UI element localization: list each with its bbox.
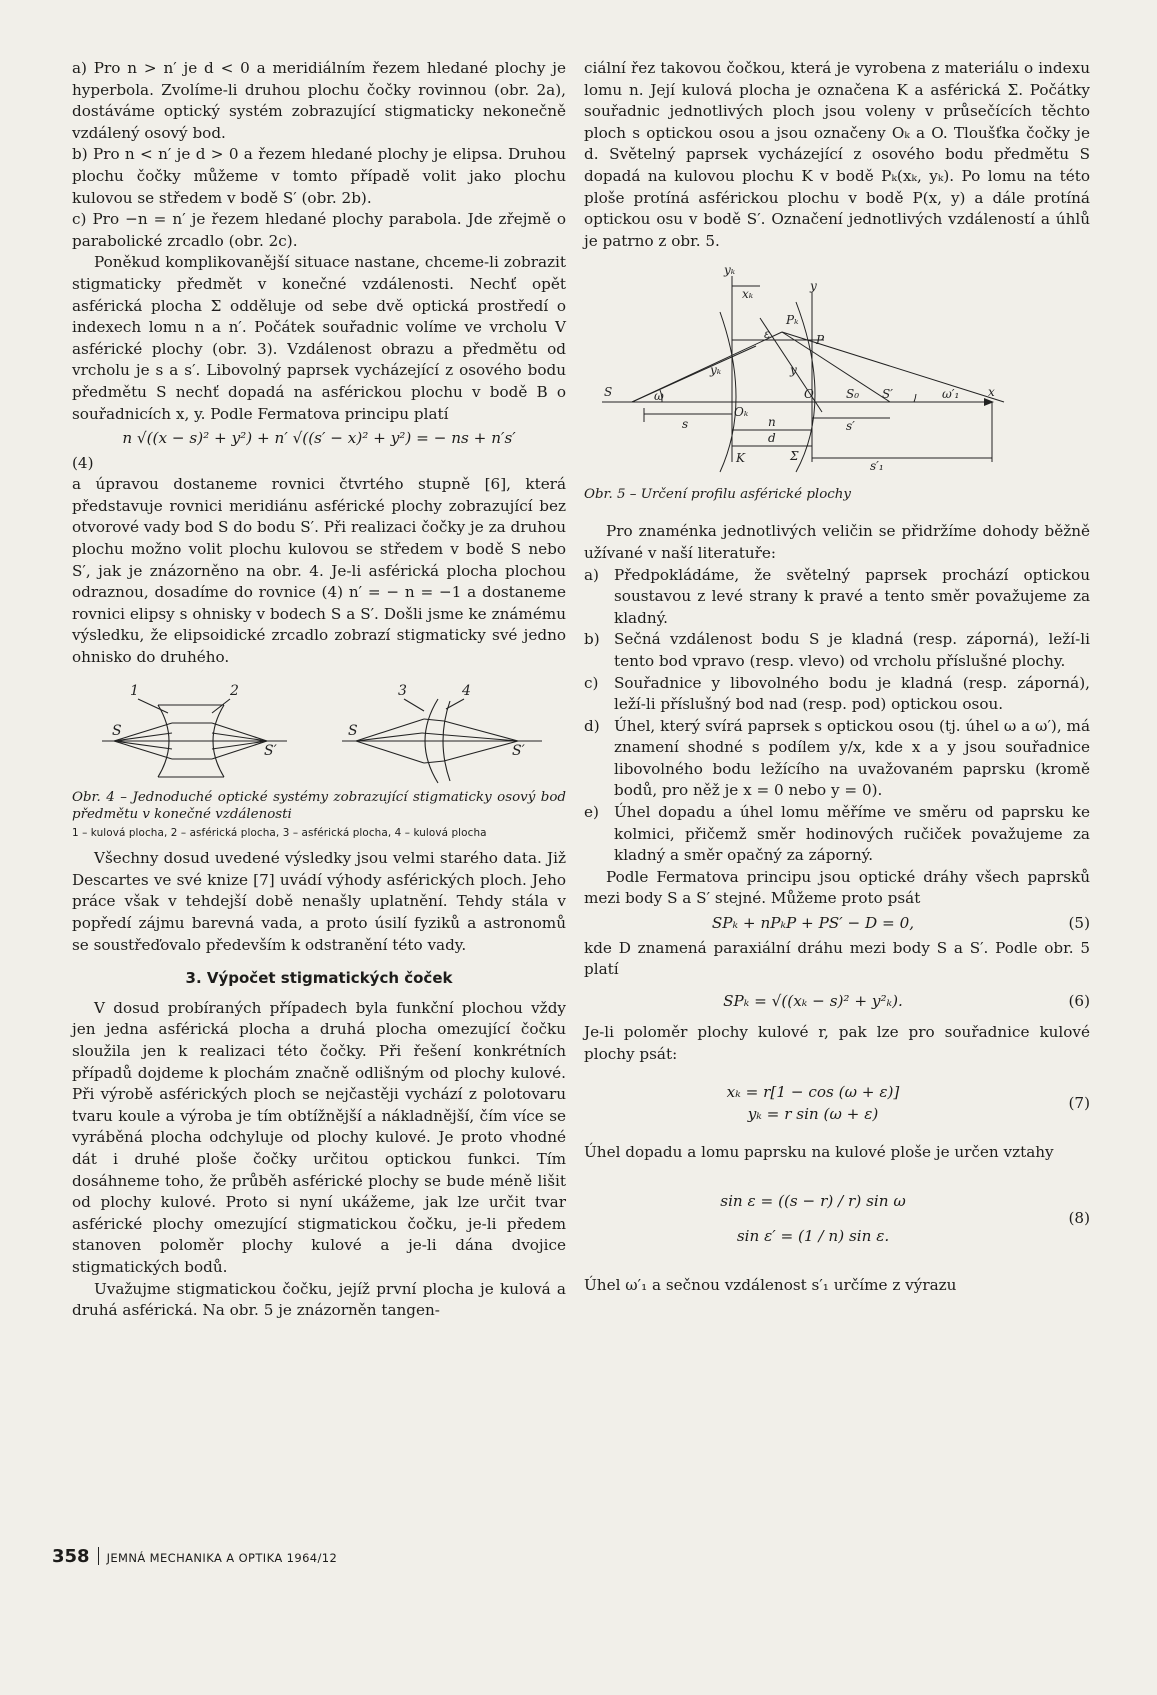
fig5-label-omega: ω xyxy=(654,389,664,404)
fig5-spherical-surface-k xyxy=(720,312,736,472)
fig5-label-y: y xyxy=(790,363,797,378)
fig5-label-Ok: Oₖ xyxy=(734,405,749,420)
list-item: e) Úhel dopadu a úhel lomu měříme ve směru od paprsku ke kolmici, přičemž směr hodinových ručiček považujeme za kladný a směr opačný za záporný. xyxy=(584,803,1090,865)
fig5-label-s1: s′₁ xyxy=(870,459,884,474)
paragraph-angles: Úhel dopadu a lomu paprsku na kulové ploše je určen vztahy xyxy=(584,1142,1054,1161)
equation-8-line-2: sin ε′ = (1 / n) sin ε. xyxy=(736,1227,890,1246)
figure-4-caption: Obr. 4 – Jednoduché optické systémy zobrazující stigmaticky osový bod předmětu v konečné vzdálenosti xyxy=(72,789,566,822)
fig5-label-yk: yₖ xyxy=(710,363,722,378)
paragraph-history: Všechny dosud uvedené výsledky jsou velmi starého data. Již Descartes ve své knize [7] uvádí výhody asférických ploch. Jeho práce však v tehdejší době nenašly uplatnění. Tehdy stála v popředí zájmu barevná vada, a proto úsilí fyziků a astronomů se soustřeďovalo především k odstranění této vady. xyxy=(72,849,566,954)
figure-4-drawing xyxy=(72,679,566,789)
paragraph-stigmatic-lenses: V dosud probíraných případech byla funkční plochou vždy jen jedna asférická plocha a druhá plocha omezující čočku sloužila jen k realizaci této čočky. Při řešení konkrétních případů dojdeme k plochám značně odlišným od plochy kulové. Při výrobě asférických ploch se nejčastěji vychází z polotovaru tvaru koule a výroba je tím obtížnější a nákladnější, čím více se vyráběná plocha odchyluje od plochy kulové. Je proto vhodné dát i druhé ploše čočky určitou optickou funkci. Tím dosáhneme toho, že průběh asférické plochy se bude méně lišit od plochy kulové. Proto si nyní ukážeme, jak lze určit tvar asférické plochy omezující stigmatickou čočku, je-li předem stanoven poloměr plochy kulové a je-li dána dvojice stigmatických bodů. xyxy=(72,998,566,1276)
paragraph-case-c: c) Pro −n = n′ je řezem hledané plochy parabola. Jde zřejmě o parabolické zrcadlo (obr. 2c). xyxy=(72,210,566,250)
paragraph-case-b: b) Pro n < n′ je d > 0 a řezem hledané plochy je elipsa. Druhou plochu čočky můžeme v tomto případě volit jako plochu kulovou se středem v bodě S′ (obr. 2b). xyxy=(72,145,566,207)
equation-8 xyxy=(584,1166,1090,1272)
figure-5-caption: Obr. 5 – Určení profilu asférické plochy xyxy=(584,487,851,503)
list-item: a) Předpokládáme, že světelný paprsek prochází optickou soustavou z levé strany k pravé a tento směr považujeme za kladný. xyxy=(584,565,1090,627)
fig4-label-2: 2 xyxy=(230,682,239,699)
paragraph-consider-lens: Uvažujme stigmatickou čočku, jejíž první plocha je kulová a druhá asférická. Na obr. 5 je znázorněn tangen- xyxy=(72,1279,566,1320)
fig4-label-1: 1 xyxy=(130,682,139,699)
equation-7-number: (7) xyxy=(1068,1093,1090,1112)
fig5-label-S: S xyxy=(604,385,613,400)
section-heading: 3. Výpočet stigmatických čoček xyxy=(185,969,453,988)
paragraph-sign-conventions: Pro znaménka jednotlivých veličin se přidržíme dohody běžně užívané v naší literatuře: xyxy=(584,522,1090,562)
paragraph-paraxial: kde D znamená paraxiální dráhu mezi body S a S′. Podle obr. 5 platí xyxy=(584,938,1090,979)
page-number: 358 xyxy=(52,1546,90,1567)
fig4-label-s-left: S xyxy=(112,722,122,739)
fig4-leader-3 xyxy=(404,699,424,711)
fig5-label-K: K xyxy=(736,451,745,466)
figure-4 xyxy=(72,679,566,845)
left-column xyxy=(72,58,566,1322)
fig5-label-y-top: y xyxy=(810,279,817,294)
paragraph-finite-object: Poněkud komplikovanější situace nastane, chceme-li zobrazit stigmaticky předmět v konečné vzdálenosti. Nechť opět asférická plocha Σ odděluje od sebe dvě optická prostředí o indexech lomu n a n′. Počátek souřadnic volíme ve vrcholu V asférické plochy (obr. 3). Vzdálenost obrazu a předmětu od vrcholu je s a s′. Libovolný paprsek vycházející z osového bodu předmětu S nechť dopadá na asférickou plochu v bodě B o souřadnicích x, y. Podle Fermatova principu platí xyxy=(72,253,566,423)
sign-convention-list xyxy=(584,565,1090,867)
fig4-label-sp-right: S′ xyxy=(512,742,525,759)
equation-6-number: (6) xyxy=(1068,991,1090,1010)
fig5-label-sp: s′ xyxy=(846,419,855,434)
fig5-ray-inside xyxy=(782,332,810,350)
fig4-label-sp-left: S′ xyxy=(264,742,277,759)
paragraph-radius: Je-li poloměr plochy kulové r, pak lze pro souřadnice kulové plochy psát: xyxy=(584,1023,1090,1063)
fig5-label-yk-top: yₖ xyxy=(724,263,736,278)
equation-5-number: (5) xyxy=(1068,914,1090,933)
equation-5 xyxy=(584,913,1090,935)
equation-8-number: (8) xyxy=(1068,1209,1090,1228)
equation-7 xyxy=(584,1069,1090,1139)
list-item: d) Úhel, který svírá paprsek s optickou osou (tj. úhel ω a ω′), má znamení shodné s podílem y/x, kde x a y jsou souřadnice libovolného bodu ležícího na uvažovaném paprsku (kromě bodů, pro něž je x = 0 nebo y = 0). xyxy=(584,716,1090,800)
fig5-label-n: n xyxy=(768,415,776,430)
footer-divider xyxy=(98,1547,99,1565)
fig5-label-s: s xyxy=(682,417,689,432)
journal-name: JEMNÁ MECHANIKA A OPTIKA 1964/12 xyxy=(106,1551,338,1565)
fig4-leader-1 xyxy=(138,699,168,713)
figure-5-drawing xyxy=(584,262,1090,486)
fig5-label-xk: xₖ xyxy=(742,287,754,302)
paragraph-fourth-degree: a úpravou dostaneme rovnici čtvrtého stupně [6], která představuje rovnici meridiánu asférické plochy zobrazující bez otvorové vady bod S do bodu S′. Při realizaci čočky je za druhou plochu možno volit plochu kulovou se středem v bodě S nebo S′, jak je znázorněno na obr. 4. Je-li asférická plocha plochou odraznou, dosadíme do rovnice (4) n′ = − n = −1 a dostaneme rovnici elipsy s ohnisky v bodech S a S′. Došli jsme ke známému výsledku, že elipsoidické zrcadlo zobrazí stigmaticky své jedno ohnisko do druhého. xyxy=(72,475,566,667)
list-item: c) Souřadnice y libovolného bodu je kladná (resp. záporná), leží-li příslušný bod nad (resp. pod) optickou osou. xyxy=(584,673,1090,714)
figure-5 xyxy=(584,262,1090,503)
fig4-label-4: 4 xyxy=(462,682,471,699)
page-footer xyxy=(52,1546,337,1567)
fig4-label-3: 3 xyxy=(398,682,407,699)
fig5-label-Sp: S′ xyxy=(882,387,893,402)
equation-4-body: n √((x − s)² + y²) + n′ √((s′ − x)² + y²) = − ns + n′s′ xyxy=(122,429,516,448)
paragraph-fermat: Podle Fermatova principu jsou optické dráhy všech paprsků mezi body S a S′ stejné. Můžeme proto psát xyxy=(584,867,1090,908)
fig5-label-epsilon: ε xyxy=(764,327,771,342)
equation-8-body xyxy=(584,1191,1042,1248)
equation-7-line-2: yₖ = r sin (ω + ε) xyxy=(747,1104,879,1123)
fig5-label-Pk: Pₖ xyxy=(786,313,799,328)
fig5-label-x: x xyxy=(988,385,995,400)
equation-4-number: (4) xyxy=(72,453,94,472)
paragraph-omega1: Úhel ω′₁ a sečnou vzdálenost s′₁ určíme z výrazu xyxy=(584,1276,957,1295)
equation-6-body: SPₖ = √((xₖ − s)² + y²ₖ). xyxy=(723,991,903,1010)
fig5-label-Sigma: Σ xyxy=(790,449,799,464)
paragraph-case-a: a) Pro n > n′ je d < 0 a meridiálním řezem hledané plochy je hyperbola. Zvolíme-li druhou plochu čočky rovinnou (obr. 2a), dostáváme optický systém zobrazující stigmaticky nekonečně vzdálený osový bod. xyxy=(72,59,566,142)
right-column xyxy=(584,58,1090,1297)
fig5-label-O: O xyxy=(804,387,814,402)
equation-6 xyxy=(584,991,1090,1013)
list-item: b) Sečná vzdálenost bodu S je kladná (resp. záporná), leží-li tento bod vpravo (resp. vlevo) od vrcholu příslušné plochy. xyxy=(584,630,1090,670)
fig5-label-omega1: ω′₁ xyxy=(942,387,960,402)
paragraph-tangential-section: ciální řez takovou čočkou, která je vyrobena z materiálu o indexu lomu n. Její kulová plocha je označena K a asférická Σ. Počátky souřadnic jednotlivých ploch jsou voleny v průsečících těchto ploch s optickou osou a jsou označeny Oₖ a O. Tloušťka čočky je d. Světelný paprsek vycházející z osového bodu předmětu S dopadá na kulovou plochu K v bodě Pₖ(xₖ, yₖ). Po lomu na této ploše protíná asférickou plochu v bodě P(x, y) a dále protíná optickou osu v bodě S′. Označení jednotlivých vzdáleností a úhlů je patrno z obr. 5. xyxy=(584,59,1090,250)
equation-7-line-1: xₖ = r[1 − cos (ω + ε)] xyxy=(726,1083,900,1101)
fig5-label-d: d xyxy=(768,431,776,446)
equation-8-line-1: sin ε = ((s − r) / r) sin ω xyxy=(720,1191,906,1210)
figure-4-legend: 1 – kulová plocha, 2 – asférická plocha, 3 – asférická plocha, 4 – kulová plocha xyxy=(72,826,487,839)
fig4-label-s-right: S xyxy=(348,722,358,739)
equation-7-body xyxy=(584,1082,1042,1125)
fig5-label-P: P xyxy=(816,333,825,348)
equation-4 xyxy=(72,428,566,450)
fig5-label-So: S₀ xyxy=(846,387,860,402)
equation-5-body: SPₖ + nPₖP + PS′ − D = 0, xyxy=(711,914,915,933)
